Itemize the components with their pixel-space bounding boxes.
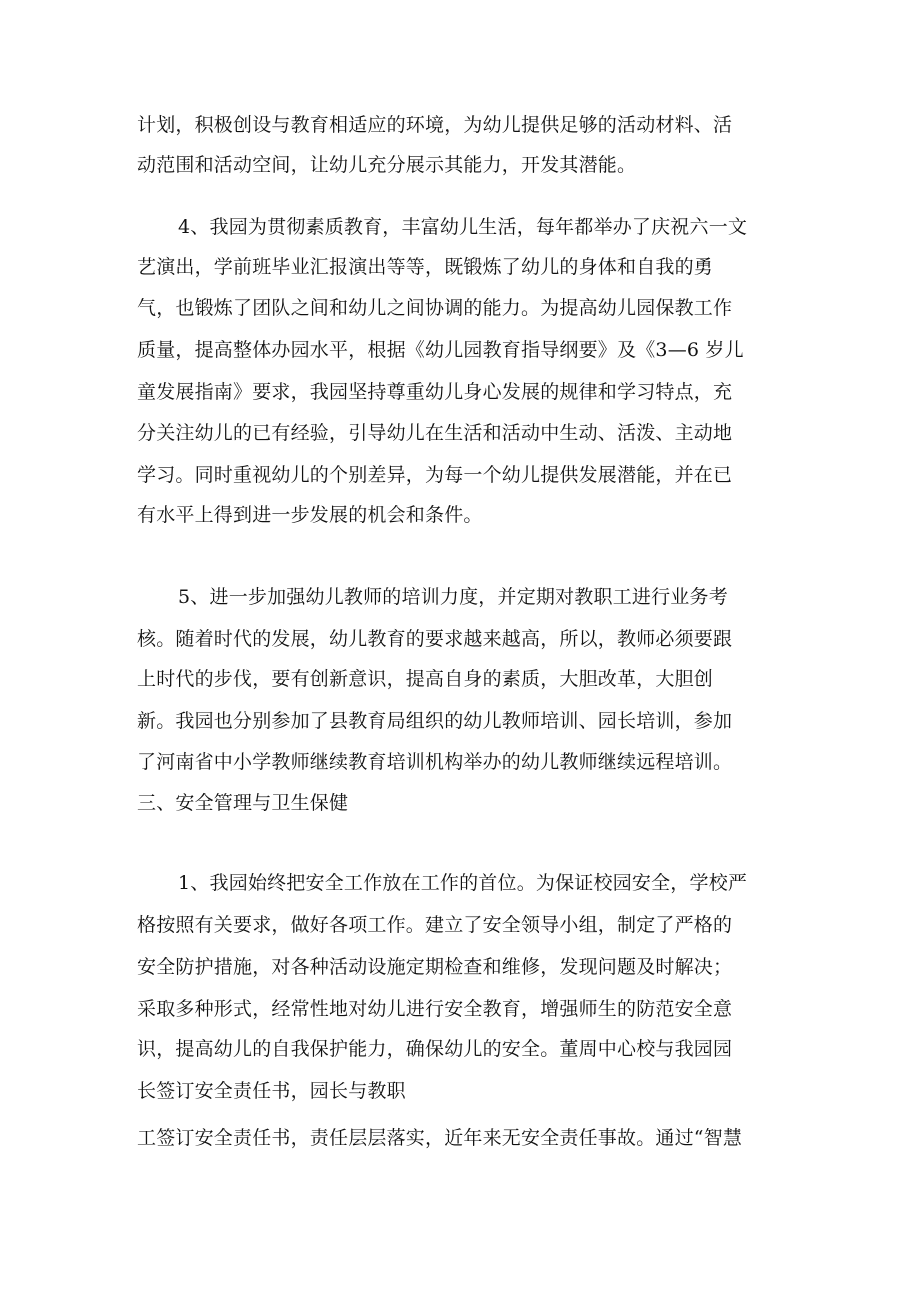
text-line-13: 上时代的步伐，要有创新意识，提高自身的素质，大胆改革，大胆创 (137, 668, 714, 690)
text-line-5: 气，也锻炼了团队之间和幼儿之间协调的能力。为提高幼儿园保教工作 (137, 297, 733, 319)
text-line-18: 安全防护措施，对各种活动设施定期检查和维修，发现问题及时解决； (137, 956, 733, 978)
text-line-9: 学习。同时重视幼儿的个别差异，为每一个幼儿提供发展潜能，并在已 (137, 464, 733, 486)
text-line-8: 分关注幼儿的已有经验，引导幼儿在生活和活动中生动、活泼、主动地 (137, 422, 733, 444)
text-line-7: 童发展指南》要求，我园坚持尊重幼儿身心发展的规律和学习特点，充 (137, 381, 733, 403)
text-line-10: 有水平上得到进一步发展的机会和条件。 (137, 504, 483, 526)
text-line-17: 格按照有关要求，做好各项工作。建立了安全领导小组，制定了严格的 (137, 914, 733, 936)
text-line-4: 艺演出，学前班毕业汇报演出等等，既锻炼了幼儿的身体和自我的勇 (137, 256, 714, 278)
text-line-22: 工签订安全责任书，责任层层落实，近年来无安全责任事故。通过“智慧 (137, 1127, 743, 1149)
text-line-16: 1、我园始终把安全工作放在工作的首位。为保证校园安全，学校严 (178, 872, 748, 894)
text-line-20: 识，提高幼儿的自我保护能力，确保幼儿的安全。董周中心校与我园园 (137, 1038, 733, 1060)
text-line-1: 计划，积极创设与教育相适应的环境，为幼儿提供足够的活动材料、活 (137, 114, 733, 136)
text-line-15: 了河南省中小学教师继续教育培训机构举办的幼儿教师继续远程培训。 (137, 751, 733, 773)
text-line-2: 动范围和活动空间，让幼儿充分展示其能力，开发其潜能。 (137, 154, 637, 176)
text-line-21: 长签订安全责任书，园长与教职 (137, 1080, 406, 1102)
text-line-19: 采取多种形式，经常性地对幼儿进行安全教育，增强师生的防范安全意 (137, 998, 733, 1020)
section-heading: 三、安全管理与卫生保健 (137, 792, 349, 814)
text-line-11: 5、进一步加强幼儿教师的培训力度，并定期对教职工进行业务考 (178, 586, 728, 608)
text-line-3: 4、我园为贯彻素质教育，丰富幼儿生活，每年都举办了庆祝六一文 (178, 216, 748, 238)
text-line-12: 核。随着时代的发展，幼儿教育的要求越来越高，所以，教师必须要跟 (137, 628, 733, 650)
text-line-6: 质量，提高整体办园水平，根据《幼儿园教育指导纲要》及《3—6 岁儿 (137, 339, 744, 361)
text-line-14: 新。我园也分别参加了县教育局组织的幼儿教师培训、园长培训，参加 (137, 710, 733, 732)
